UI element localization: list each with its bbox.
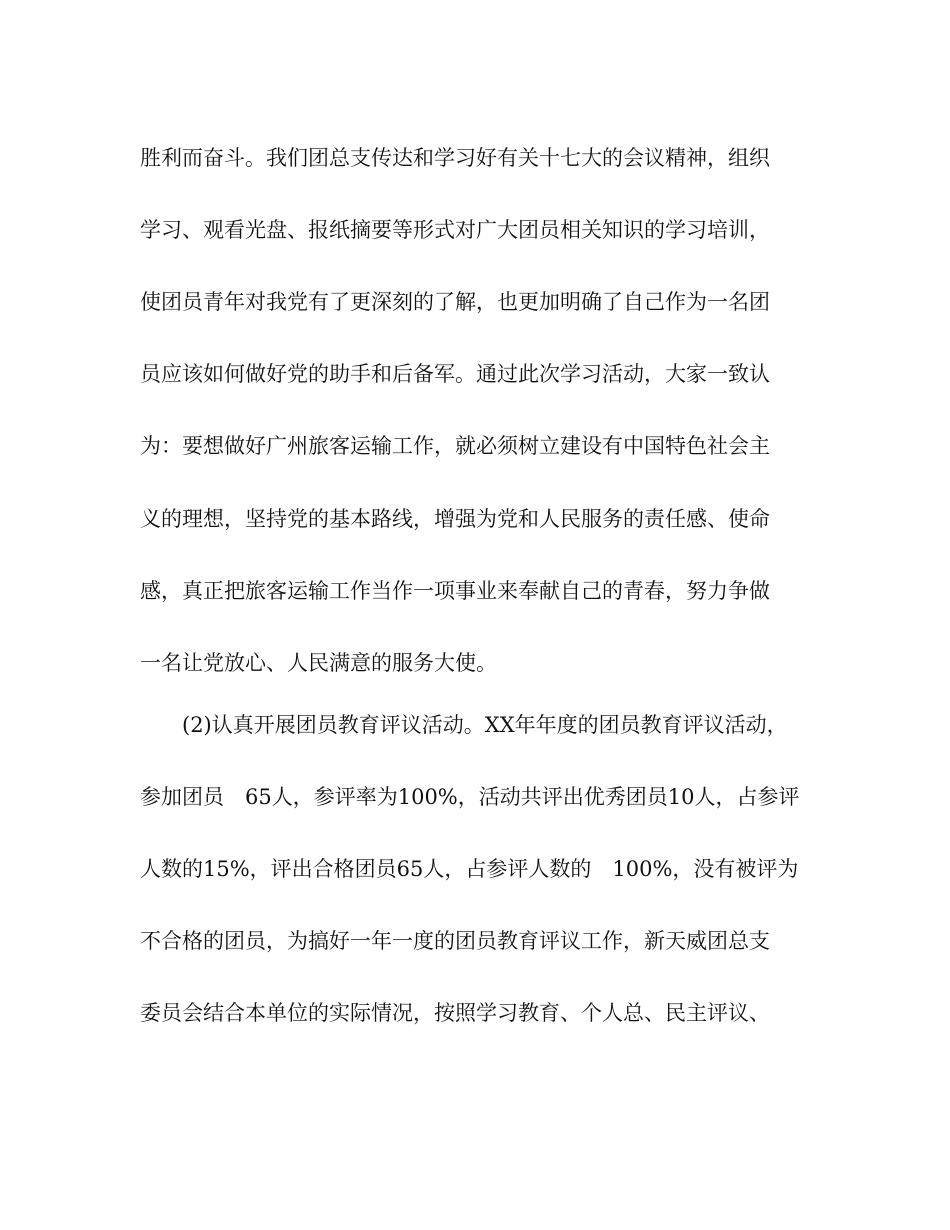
paragraph-line: 人数的15%，评出合格团员65人，占参评人数的 100%，没有被评为	[140, 857, 799, 881]
paragraph-line: 使团员青年对我党有了更深刻的了解，也更加明确了自己作为一名团	[140, 290, 770, 314]
paragraph-first-line: (2)认真开展团员教育评议活动。XX年年度的团员教育评议活动，	[182, 713, 788, 737]
paragraph-line: 学习、观看光盘、报纸摘要等形式对广大团员相关知识的学习培训，	[140, 218, 770, 242]
paragraph-line: 不合格的团员，为搞好一年一度的团员教育评议工作，新天威团总支	[140, 929, 770, 953]
paragraph-line: 参加团员 65人，参评率为100%，活动共评出优秀团员10人，占参评	[140, 785, 800, 809]
paragraph-line: 义的理想，坚持党的基本路线，增强为党和人民服务的责任感、使命	[140, 507, 770, 531]
paragraph-line: 感，真正把旅客运输工作当作一项事业来奉献自己的青春，努力争做	[140, 579, 770, 603]
paragraph-line: 员应该如何做好党的助手和后备军。通过此次学习活动，大家一致认	[140, 362, 770, 386]
paragraph-line: 一名让党放心、人民满意的服务大使。	[140, 651, 497, 675]
paragraph-line: 为：要想做好广州旅客运输工作，就必须树立建设有中国特色社会主	[140, 434, 770, 458]
paragraph-line: 委员会结合本单位的实际情况，按照学习教育、个人总、民主评议、	[140, 1001, 770, 1025]
paragraph-line: 胜利而奋斗。我们团总支传达和学习好有关十七大的会议精神，组织	[140, 146, 770, 170]
